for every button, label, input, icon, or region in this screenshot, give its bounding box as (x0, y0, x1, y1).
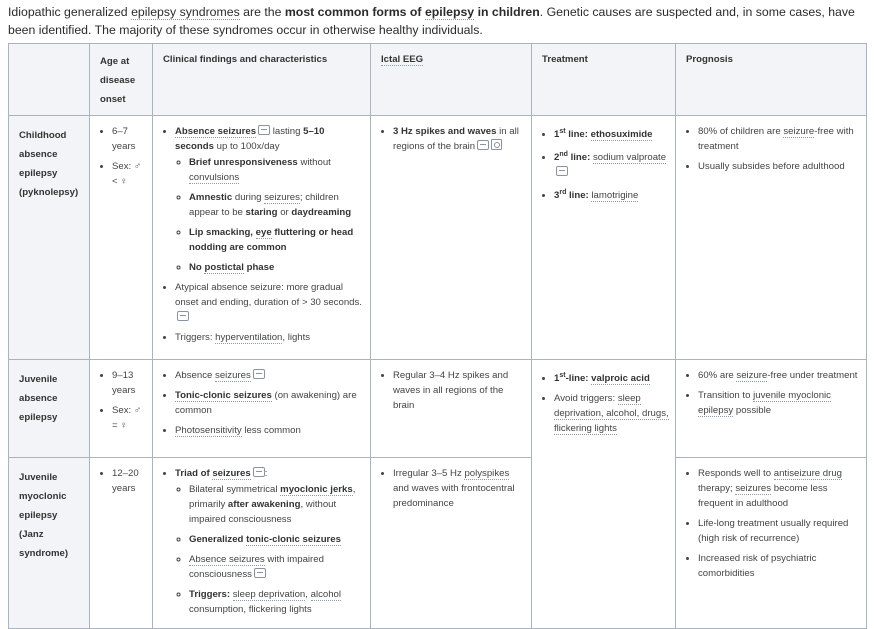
postictal-link[interactable]: postictal (204, 262, 244, 273)
list-item (698, 368, 860, 383)
cell-age-jme (90, 458, 153, 629)
list-item: • Usually subsides before adulthood (698, 159, 860, 174)
note-icon[interactable] (477, 140, 489, 150)
header-eeg (371, 44, 532, 116)
tonic-clonic-seizures-link[interactable]: Tonic-clonic seizures (175, 390, 272, 401)
list-item (698, 388, 860, 418)
bold-text: Brief unresponsiveness (189, 157, 298, 168)
hyperventilation-link[interactable]: hyperventilation (215, 332, 283, 343)
list-item (393, 466, 525, 511)
list-item (189, 260, 364, 275)
text: -free with treatment (698, 126, 854, 152)
text: Transition to (698, 390, 754, 401)
intro-text-2: are the (239, 5, 285, 19)
table-row-juvenile-myoclonic (9, 458, 867, 629)
list-item (554, 124, 669, 142)
note-icon[interactable] (254, 568, 266, 578)
text: up to 100x/day (213, 141, 280, 152)
note-icon[interactable] (556, 166, 568, 176)
text: 80% of children are (698, 126, 784, 137)
tonic-clonic-seizures-link[interactable]: tonic-clonic seizures (246, 534, 341, 545)
list-item (189, 190, 364, 220)
text: possible (733, 405, 772, 416)
age-item: • 6–7 years (112, 124, 146, 154)
text: with impaired consciousness (189, 554, 324, 580)
list-item (393, 124, 525, 154)
note-icon[interactable] (253, 467, 265, 477)
text: -free under treatment (767, 370, 858, 381)
text: , (305, 589, 311, 600)
text: Triggers: (175, 332, 216, 343)
text: , primarily (189, 484, 356, 510)
intro-bold-1: most common forms of (284, 5, 425, 19)
list-item (554, 391, 669, 436)
cell-prognosis-jme (676, 458, 867, 629)
bold-text: staring (245, 207, 278, 218)
text: : (264, 468, 268, 479)
intro-bold-2: in children (474, 5, 540, 19)
intro-text-3: . Genetic causes are suspected and, in some cases, have been identified. The majority of these syndromes occur in otherwise healthy individuals. (8, 5, 855, 37)
seizure-link[interactable]: seizure (736, 370, 768, 381)
table-row-juvenile-absence (9, 360, 867, 458)
bold-text: Triggers: (189, 589, 233, 600)
ordinal-sup: nd (559, 151, 568, 158)
bold-text: Generalized (189, 534, 247, 545)
text: consumption, flickering lights (189, 604, 312, 615)
sodium-valproate-link[interactable]: sodium valproate (592, 152, 667, 163)
age-item: • 12–20 years (112, 466, 146, 496)
text: Responds well to (698, 468, 774, 479)
alcohol-link[interactable]: alcohol (310, 589, 342, 600)
bold-text: daydreaming (291, 207, 352, 218)
text: and waves with frontocentral predominance (393, 483, 515, 509)
bold-text: 3 Hz spikes and waves (393, 126, 497, 137)
cell-age-cae (90, 116, 153, 360)
epilepsy-link[interactable]: epilepsy (424, 5, 475, 19)
image-icon[interactable] (491, 139, 502, 150)
bold-text: Lip smacking, (189, 227, 256, 238)
polyspikes-link[interactable]: polyspikes (464, 468, 510, 479)
list-item (189, 225, 364, 255)
cell-clinical-cae (153, 116, 371, 360)
list-item (175, 280, 364, 325)
lamotrigine-link[interactable]: lamotrigine (591, 190, 639, 201)
header-empty (9, 44, 90, 116)
note-icon[interactable] (258, 125, 270, 135)
line-label: line: (566, 190, 592, 201)
list-item (189, 155, 364, 185)
list-item: • Increased risk of psychiatric comorbidities (698, 551, 860, 581)
list-item (698, 124, 860, 154)
seizures-link[interactable]: seizures (215, 370, 251, 381)
bold-text: after awakening (227, 499, 301, 510)
triggers-links[interactable]: sleep deprivation, alcohol, drugs, flickering lights (554, 393, 669, 434)
list-item (175, 368, 364, 383)
text: or (277, 207, 292, 218)
text: become less frequent in adulthood (698, 483, 828, 509)
row-name-childhood-absence: Childhood absence epilepsy (pyknolepsy) (9, 116, 90, 360)
list-item (554, 368, 669, 386)
row-name-juvenile-absence: Juvenile absence epilepsy (9, 360, 90, 458)
cell-eeg-cae (371, 116, 532, 360)
header-prognosis: Prognosis (676, 44, 867, 116)
list-item (189, 552, 364, 582)
epilepsy-syndromes-link[interactable]: epilepsy syndromes (131, 5, 240, 19)
text: Absence (175, 370, 216, 381)
intro-paragraph (8, 3, 866, 39)
antiseizure-drug-link[interactable]: antiseizure drug (773, 468, 842, 479)
table-header-row (9, 44, 867, 116)
text: 60% are (698, 370, 737, 381)
list-item (175, 124, 364, 275)
list-item: • Regular 3–4 Hz spikes and waves in all regions of the brain (393, 368, 525, 413)
bold-text: phase (243, 262, 275, 273)
myoclonic-jerks-link[interactable]: myoclonic jerks (280, 484, 353, 495)
header-age: Age at disease onset (90, 44, 153, 116)
text: ; children appear to be (189, 192, 339, 218)
absence-seizures-link[interactable]: Absence seizures (175, 126, 257, 137)
text: therapy; (698, 483, 736, 494)
absence-seizures-link[interactable]: Absence seizures (189, 554, 265, 565)
ordinal: 2 (554, 152, 560, 163)
list-item (189, 532, 364, 547)
line-label: line: (567, 152, 593, 163)
text: without (297, 157, 331, 168)
header-clinical: Clinical findings and characteristics (153, 44, 371, 116)
duration-bold: 5–10 seconds (175, 126, 325, 152)
header-eeg-link[interactable]: Ictal EEG (381, 54, 424, 65)
age-item: • 9–13 years (112, 368, 146, 398)
line-label: line: (565, 129, 591, 140)
epilepsy-syndromes-table (8, 43, 867, 629)
text: Avoid triggers: (554, 393, 618, 404)
note-icon[interactable] (253, 369, 265, 379)
text: (on awakening) are common (175, 390, 357, 416)
list-item (189, 482, 364, 527)
list-item (189, 587, 364, 617)
text: lasting (270, 126, 304, 137)
valproic-acid-link[interactable]: valproic acid (591, 373, 650, 384)
bold-text: fluttering or head nodding are common (189, 227, 354, 253)
ethosuximide-link[interactable]: ethosuximide (590, 129, 653, 140)
photosensitivity-link[interactable]: Photosensitivity (175, 425, 242, 436)
sex-item: • Sex: ♂ = ♀ (112, 403, 146, 433)
ordinal: 3 (554, 190, 560, 201)
ordinal: 1 (554, 373, 560, 384)
juvenile-myoclonic-epilepsy-link[interactable]: juvenile myoclonic epilepsy (698, 390, 831, 416)
text: Bilateral symmetrical (189, 484, 281, 495)
convulsions-link[interactable]: convulsions (189, 172, 240, 183)
list-item (554, 185, 669, 203)
list-item (175, 330, 364, 345)
text: during (232, 192, 265, 203)
cell-clinical-jae (153, 360, 371, 458)
list-item (175, 388, 364, 418)
cell-eeg-jae (371, 360, 532, 458)
text: less common (241, 425, 301, 436)
cell-clinical-jme (153, 458, 371, 629)
sex-item: • Sex: ♂ < ♀ (112, 159, 146, 189)
row-name-juvenile-myoclonic: Juvenile myoclonic epilepsy (Janz syndrome) (9, 458, 90, 629)
list-item (698, 466, 860, 511)
table-row-childhood-absence (9, 116, 867, 360)
bold-text: Triad of (175, 468, 213, 479)
line-label: -line: (565, 373, 592, 384)
seizures-link[interactable]: seizures (264, 192, 300, 203)
list-item (554, 147, 669, 180)
cell-age-jae (90, 360, 153, 458)
text: , lights (282, 332, 311, 343)
bold-text: Amnestic (189, 192, 233, 203)
cell-eeg-jme (371, 458, 532, 629)
ordinal-sup: st (559, 372, 566, 379)
intro-text-1: Idiopathic generalized (8, 5, 132, 19)
cell-prognosis-cae (676, 116, 867, 360)
seizure-link[interactable]: seizure (783, 126, 815, 137)
text: Irregular 3–5 Hz (393, 468, 465, 479)
text: in all regions of the brain (393, 126, 519, 152)
note-icon[interactable] (177, 311, 189, 321)
seizures-link[interactable]: seizures (212, 468, 251, 479)
header-treatment: Treatment (532, 44, 676, 116)
cell-treatment-jae-jme (532, 360, 676, 629)
ordinal: 1 (554, 129, 560, 140)
ordinal-sup: rd (559, 189, 567, 196)
ordinal-sup: st (559, 128, 566, 135)
cell-treatment-cae (532, 116, 676, 360)
list-item (175, 423, 364, 438)
list-item (175, 466, 364, 617)
list-item: • Life-long treatment usually required (high risk of recurrence) (698, 516, 860, 546)
text: , without impaired consciousness (189, 499, 337, 525)
bold-text: No (189, 262, 205, 273)
seizures-link[interactable]: seizures (735, 483, 772, 494)
eye-link[interactable]: eye (255, 227, 272, 238)
cell-prognosis-jae (676, 360, 867, 458)
sleep-deprivation-link[interactable]: sleep deprivation (232, 589, 306, 600)
atypical-text: Atypical absence seizure: more gradual onset and ending, duration of > 30 seconds. (175, 282, 362, 308)
